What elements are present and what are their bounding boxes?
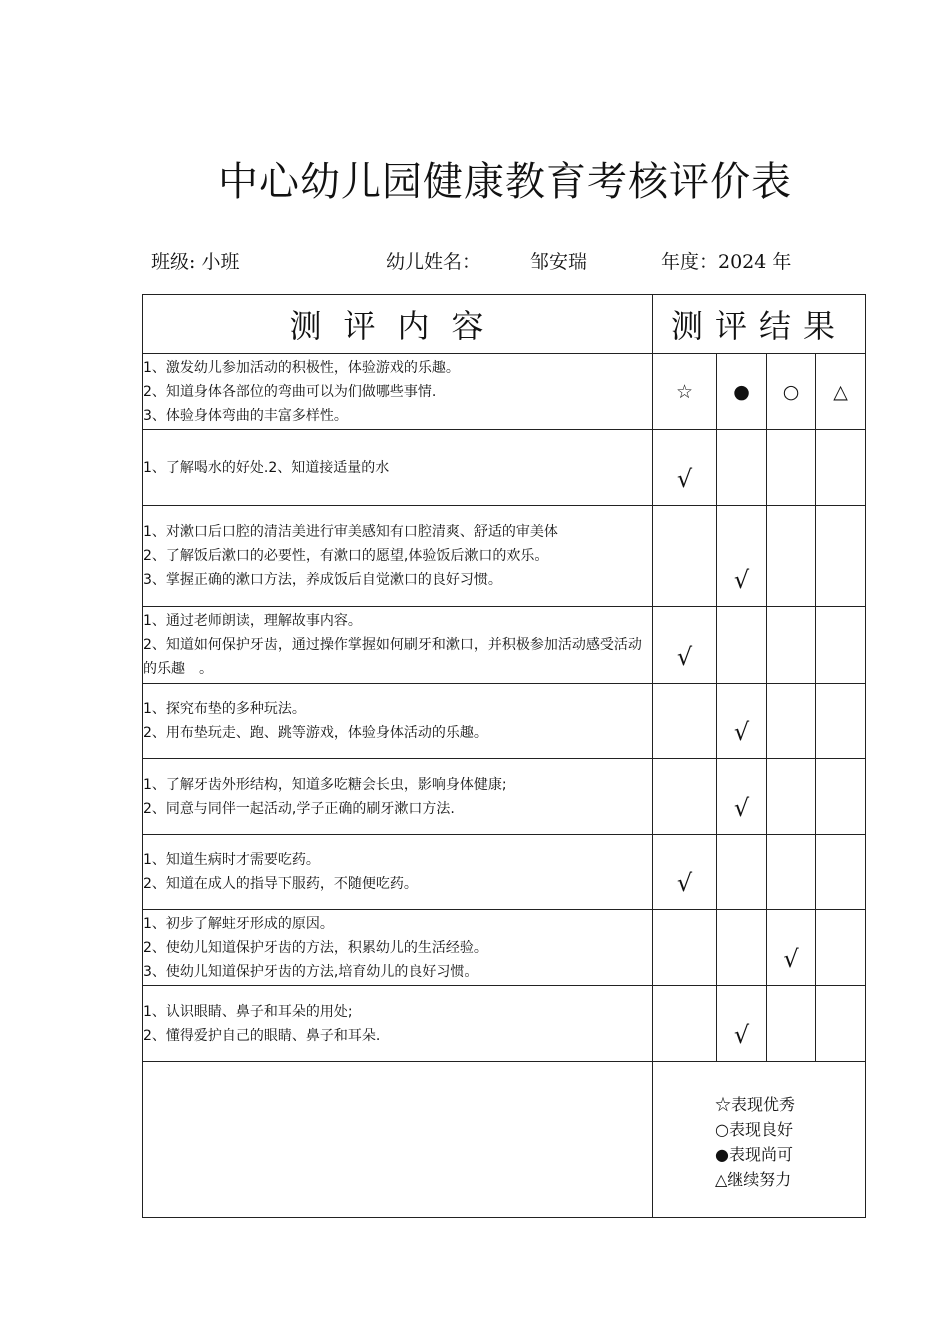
check-mark: √ (783, 945, 799, 973)
result-cell (767, 607, 816, 684)
result-cell (767, 835, 816, 910)
content-line: 3、使幼儿知道保护牙齿的方法,培育幼儿的良好习惯。 (143, 963, 479, 980)
page-title: 中心幼儿园健康教育考核评价表 (218, 159, 792, 205)
result-cell (767, 986, 816, 1062)
result-cell (816, 607, 866, 684)
legend-item: ●表现尚可 (715, 1145, 793, 1164)
result-cell (717, 684, 767, 759)
result-cell (653, 607, 717, 684)
symbol-star: ☆ (653, 354, 717, 430)
result-cell (653, 684, 717, 759)
table-row (143, 607, 866, 684)
content-line: 1、激发幼儿参加活动的积极性，体验游戏的乐趣。 (143, 359, 460, 376)
check-mark: √ (733, 794, 750, 822)
result-cell (767, 684, 816, 759)
content-line: 3、体验身体弯曲的丰富多样性。 (143, 407, 348, 424)
child-name-label: 幼儿姓名： (386, 251, 482, 273)
child-name-value: 邹安瑞 (530, 251, 588, 273)
legend-row (143, 1062, 866, 1218)
table-row (143, 910, 866, 986)
content-line: 3、掌握正确的漱口方法，养成饭后自觉漱口的良好习惯。 (143, 572, 502, 588)
legend-cell (653, 1062, 866, 1218)
result-cell (653, 759, 717, 835)
year-field: 年度：2024 年 (661, 251, 792, 273)
result-cell (816, 506, 866, 607)
check-mark: √ (733, 566, 750, 594)
content-cell (143, 354, 653, 430)
content-line: 2、懂得爱护自己的眼睛、鼻子和耳朵. (143, 1027, 381, 1044)
result-cell (767, 910, 816, 986)
result-cell (717, 607, 767, 684)
content-cell (143, 684, 653, 759)
table-row (143, 986, 866, 1062)
result-cell (816, 759, 866, 835)
content-cell (143, 607, 653, 684)
content-line: 2、使幼儿知道保护牙齿的方法，积累幼儿的生活经验。 (143, 939, 488, 956)
content-line: 1、通过老师朗读，理解故事内容。 (143, 613, 362, 629)
content-line: 1、探究布垫的多种玩法。 (143, 701, 306, 717)
result-cell (816, 430, 866, 506)
symbol-triangle: △ (816, 354, 866, 430)
content-line: 1、初步了解蛀牙形成的原因。 (143, 915, 334, 932)
result-cell (816, 910, 866, 986)
table-row (143, 506, 866, 607)
check-mark: √ (676, 869, 693, 897)
content-cell (143, 430, 653, 506)
content-line: 1、了解喝水的好处.2、知道接适量的水 (143, 459, 390, 476)
result-cell (767, 430, 816, 506)
result-cell (717, 986, 767, 1062)
result-cell (717, 910, 767, 986)
content-line: 1、认识眼睛、鼻子和耳朵的用处; (143, 1003, 353, 1020)
content-line: 1、对漱口后口腔的清洁美进行审美感知有口腔清爽、舒适的审美体 (143, 524, 558, 540)
content-line: 1、知道生病时才需要吃药。 (143, 852, 320, 868)
content-line: 2、用布垫玩走、跑、跳等游戏，体验身体活动的乐趣。 (143, 725, 488, 741)
table-row (143, 354, 866, 430)
content-line: 2、知道如何保护牙齿，通过操作掌握如何刷牙和漱口，并积极参加活动感受活动的乐趣 。 (143, 637, 642, 677)
result-cell (767, 506, 816, 607)
result-cell (816, 986, 866, 1062)
table-row (143, 684, 866, 759)
table-row (143, 430, 866, 506)
table-row (143, 759, 866, 835)
content-cell (143, 506, 653, 607)
check-mark: √ (676, 643, 693, 671)
result-cell (767, 759, 816, 835)
result-cell (717, 835, 767, 910)
header-result: 测评结果 (653, 295, 866, 354)
legend-item: ☆表现优秀 (715, 1095, 796, 1114)
result-cell (717, 430, 767, 506)
content-cell (143, 759, 653, 835)
evaluation-table (142, 294, 866, 1218)
table-row (143, 835, 866, 910)
symbol-circle: ○ (767, 354, 816, 430)
content-line: 2、同意与同伴一起活动,学子正确的刷牙漱口方法. (143, 800, 455, 817)
content-line: 2、了解饭后漱口的必要性，有漱口的愿望,体验饭后漱口的欢乐。 (143, 548, 549, 564)
result-cell (653, 506, 717, 607)
result-cell (653, 986, 717, 1062)
result-cell (717, 759, 767, 835)
check-mark: √ (733, 1021, 750, 1049)
content-line: 2、知道在成人的指导下服药，不随便吃药。 (143, 876, 418, 892)
legend-item: △继续努力 (715, 1170, 792, 1189)
header-content: 测评内容 (143, 295, 653, 354)
blank-cell (143, 1062, 653, 1218)
class-field: 班级: 小班 (151, 251, 240, 273)
legend-item: ○表现良好 (715, 1120, 793, 1139)
result-cell (816, 684, 866, 759)
check-mark: √ (733, 718, 750, 746)
content-line: 2、知道身体各部位的弯曲可以为们做哪些事情. (143, 383, 437, 400)
result-cell (653, 430, 717, 506)
content-line: 1、了解牙齿外形结构，知道多吃糖会长虫，影响身体健康; (143, 776, 507, 793)
result-cell (653, 910, 717, 986)
result-cell (717, 506, 767, 607)
check-mark: √ (676, 465, 693, 493)
content-cell (143, 835, 653, 910)
content-cell (143, 986, 653, 1062)
result-cell (653, 835, 717, 910)
symbol-filled-circle: ● (717, 354, 767, 430)
table-header-row (143, 295, 866, 354)
result-cell (816, 835, 866, 910)
content-cell (143, 910, 653, 986)
